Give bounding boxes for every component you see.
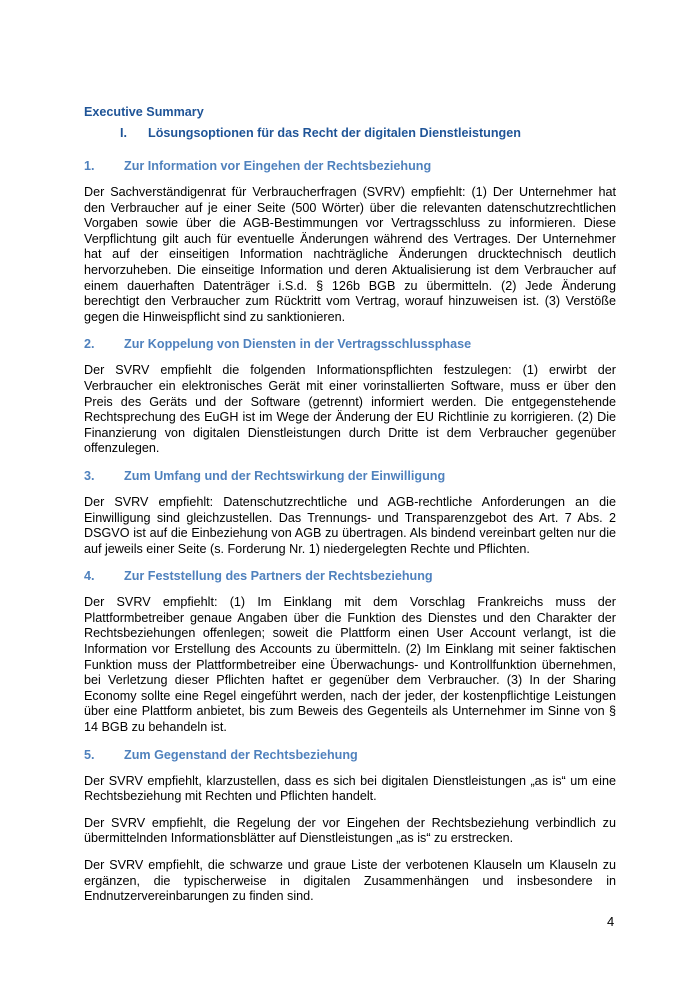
section-2-paragraph: Der SVRV empfiehlt die folgenden Informationspflichten festzulegen: (1) erwirbt der Verbraucher ein elektronisches Gerät mit einer vorinstallierten Software, muss er über den Preis des Geräts und der Software (getrennt) informiert werden. Die entgegenstehende Rechtsprechung des EuGH ist im Wege der Änderung der EU Richtlinie zu korrigieren. (2) Die Finanzierung von digitalen Dienstleistungen durch Dritte ist dem Verbraucher gegenüber offenzulegen. <box>84 363 616 456</box>
executive-summary-heading: Executive Summary <box>84 105 204 119</box>
section-3-heading <box>84 468 616 484</box>
section-number: 3. <box>84 468 95 483</box>
main-heading-title: Lösungsoptionen für das Recht der digitalen Dienstleistungen <box>148 126 521 140</box>
main-heading-number: I. <box>120 126 127 140</box>
section-4-heading <box>84 568 616 584</box>
section-3-paragraph: Der SVRV empfiehlt: Datenschutzrechtliche und AGB-rechtliche Anforderungen an die Einwilligung sind gleichzustellen. Das Trennungs- und Transparenzgebot des Art. 7 Abs. 2 DSGVO ist auf die Einbeziehung von AGB zu übertragen. Als bindend vereinbart gelten nur die auf jeweils einer Seite (s. Forderung Nr. 1) niedergelegten Rechte und Pflichten. <box>84 494 616 556</box>
section-title: Zur Feststellung des Partners der Rechtsbeziehung <box>124 569 433 584</box>
section-title: Zum Gegenstand der Rechtsbeziehung <box>124 747 358 762</box>
section-number: 4. <box>84 569 95 584</box>
section-number: 5. <box>84 747 95 762</box>
page-content <box>84 104 616 916</box>
section-number: 2. <box>84 337 95 352</box>
section-title: Zur Koppelung von Diensten in der Vertragsschlussphase <box>124 337 472 352</box>
section-5-heading <box>84 747 616 763</box>
section-4-paragraph: Der SVRV empfiehlt: (1) Im Einklang mit dem Vorschlag Frankreichs muss der Plattformbetreiber genaue Angaben über die Funktion des Dienstes und den Charakter der Rechtsbeziehungen offenlegen; soweit die Plattform einen User Account verlangt, ist die Information vor Erstellung des Accounts zu übermitteln. (2) Im Einklang mit seiner faktischen Funktion muss der Plattformbetreiber eine Überwachungs- und Kontrollfunktion übernehmen, bei Verletzung dieser Pflichten haftet er gegenüber dem Verbraucher. (3) In der Sharing Economy sollte eine Regel eingeführt werden, nach der jeder, der kostenpflichtige Leistungen über eine Plattform anbietet, bis zum Beweis des Gegenteils als Unternehmer im Sinne von § 14 BGB zu behandeln ist. <box>84 595 616 735</box>
section-title: Zum Umfang und der Rechtswirkung der Einwilligung <box>124 468 446 483</box>
section-2-heading <box>84 336 616 352</box>
section-number: 1. <box>84 159 95 173</box>
section-5-paragraph-2: Der SVRV empfiehlt, die Regelung der vor Eingehen der Rechtsbeziehung verbindlich zu übermittelnden Informationsblätter auf Dienstleistungen „as is“ zu erstrecken. <box>84 815 616 846</box>
page-number: 4 <box>607 914 615 929</box>
section-title: Zur Information vor Eingehen der Rechtsbeziehung <box>124 159 432 173</box>
section-1-heading <box>84 158 616 174</box>
main-heading <box>84 125 616 141</box>
section-5-paragraph-1: Der SVRV empfiehlt, klarzustellen, dass es sich bei digitalen Dienstleistungen „as is“ um eine Rechtsbeziehung mit Rechten und Pflichten handelt. <box>84 773 616 804</box>
section-1-paragraph: Der Sachverständigenrat für Verbraucherfragen (SVRV) empfiehlt: (1) Der Unternehmer hat den Verbraucher auf je einer Seite (500 Wörter) über die relevanten datenschutzrechtlichen Vorgaben sowie über die AGB-Bestimmungen vor Vertragsschluss zu informieren. Diese Verpflichtung gilt auch für eventuelle Änderungen während des Vertrages. Der Unternehmer hat auf der einseitigen Information nachträgliche Änderungen drucktechnisch deutlich hervorzuheben. Die einseitige Information und deren Aktualisierung ist dem Verbraucher auf einem dauerhaften Datenträger i.S.d. § 126b BGB zu übermitteln. (2) Jede Änderung berechtigt den Verbraucher zum Rücktritt vom Vertrag, worauf hinzuweisen ist. (3) Verstöße gegen die Hinweispflicht sind zu sanktionieren. <box>84 185 616 324</box>
section-5-paragraph-3: Der SVRV empfiehlt, die schwarze und graue Liste der verbotenen Klauseln um Klauseln zu ergänzen, die typischerweise in digitalen Zusammenhängen und insbesondere in Endnutzervereinbarungen zu finden sind. <box>84 858 616 904</box>
